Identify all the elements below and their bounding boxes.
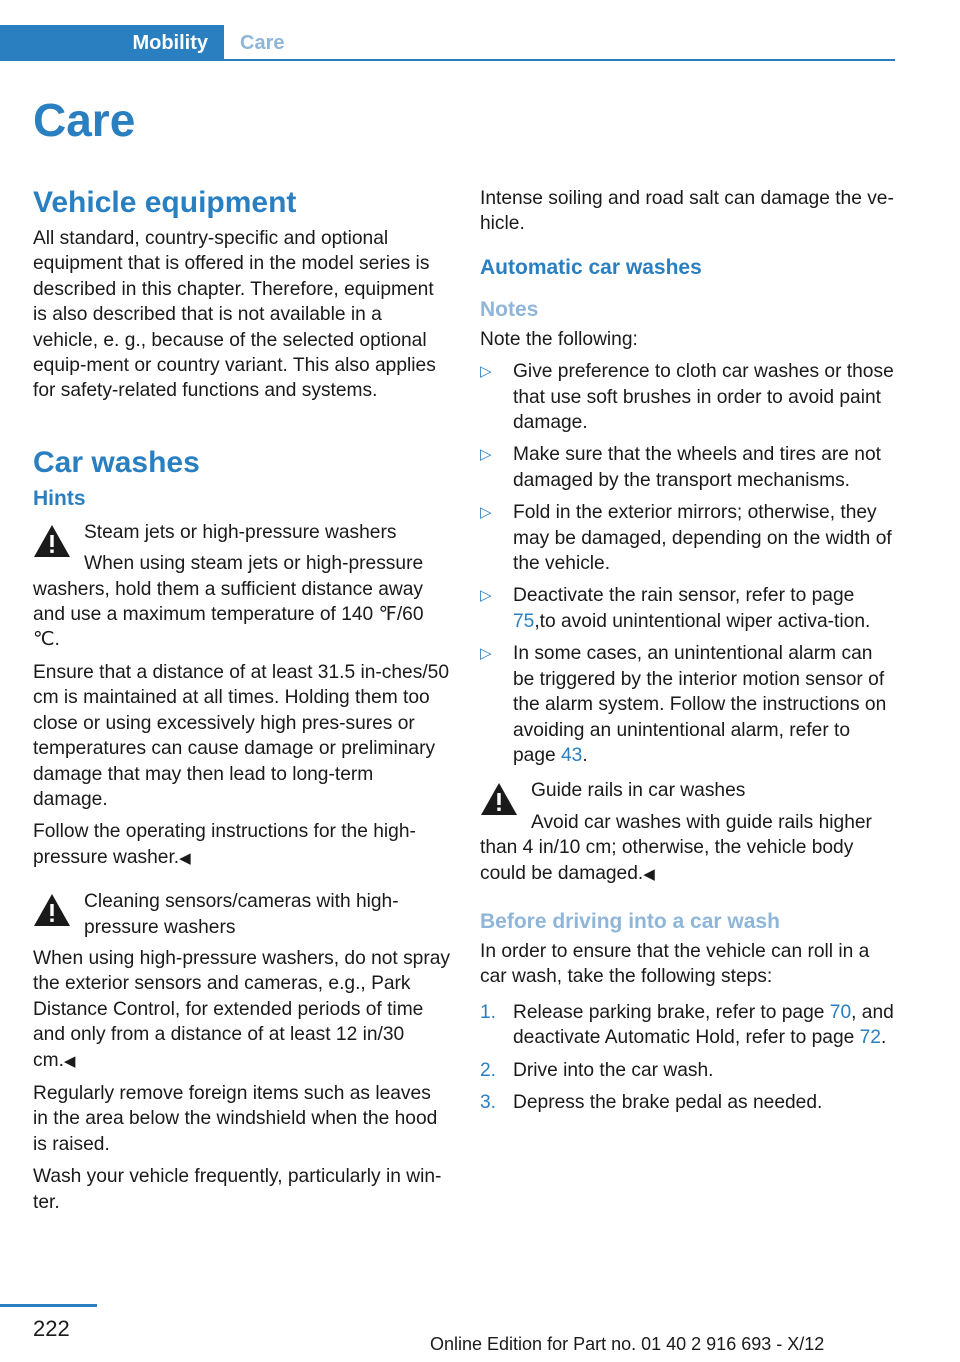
list-item-text: , and deactivate Automatic Hold, refer to page — [513, 1001, 894, 1049]
page-link-70[interactable]: 70 — [829, 1001, 852, 1023]
warning-body: When using high-pressure washers, do not spray the exterior sensors and cameras, e.g., Park Distance Control, for extended periods of time and only from a distance of at least 12 in/30 cm. — [33, 947, 451, 1071]
step-number: 3. — [480, 1091, 497, 1113]
notes-list — [480, 359, 897, 768]
hints-paragraph — [33, 819, 450, 871]
chapter-tab-bar — [0, 25, 895, 61]
warning-text — [33, 946, 450, 1074]
page-link-43[interactable]: 43 — [561, 744, 583, 766]
list-item-text: Give preference to cloth car washes or those that use soft brushes in order to avoid paint damage. — [513, 361, 894, 434]
list-item-text: Fold in the exterior mirrors; otherwise, they may be damaged, depending on the width of the vehicle. — [513, 502, 892, 575]
list-item — [480, 500, 897, 576]
warning-guide-rails — [480, 778, 897, 887]
list-item-text: . — [880, 1027, 887, 1049]
vehicle-equipment-text: All standard, country-specific and optional equipment that is offered in the model series is described in this chapter. Therefore, equipment is also described that is not available in a vehicle, e. g., because of the selected optional equip‐ment or country variant. This also applies for safety-related functions and systems. — [33, 228, 436, 402]
heading-before-driving: Before driving into a car wash — [480, 909, 780, 933]
intro-paragraph: Intense soiling and road salt can damage the ve‐hicle. — [480, 188, 894, 235]
header-rule — [0, 59, 895, 61]
end-mark: ◀ — [179, 849, 191, 867]
heading-hints: Hints — [33, 486, 86, 510]
heading-car-washes: Car washes — [33, 445, 200, 479]
heading-automatic-car-washes: Automatic car washes — [480, 255, 702, 279]
heading-notes: Notes — [480, 297, 539, 321]
warning-steam-jets — [33, 520, 450, 653]
list-item — [480, 641, 897, 768]
bullet-mark: ▷ — [480, 645, 492, 663]
list-item-text: Drive into the car wash. — [513, 1059, 714, 1081]
list-item-text: In some cases, an unintentional alarm can be triggered by the interior motion sensor of the alarm system. Follow the instructions on avoiding an unintentional alarm, refer to page — [513, 643, 887, 766]
warning-body: Avoid car washes with guide rails higher than 4 in/10 cm; otherwise, the vehicle body could be damaged. — [480, 811, 872, 884]
warning-text — [480, 810, 897, 887]
list-item-text: Release parking brake, refer to page — [513, 1001, 830, 1023]
list-item — [480, 442, 897, 493]
warning-title: Cleaning sensors/cameras with high-pressure washers — [84, 891, 399, 938]
list-item-text: . — [582, 744, 588, 766]
bullet-mark: ▷ — [480, 446, 492, 464]
page-link-72[interactable]: 72 — [859, 1027, 881, 1049]
warning-title: Guide rails in car washes — [531, 780, 746, 802]
warning-triangle-icon — [33, 524, 71, 558]
before-intro: In order to ensure that the vehicle can roll in a car wash, take the following steps: — [480, 940, 870, 988]
bullet-mark: ▷ — [480, 504, 492, 522]
step-number: 2. — [480, 1059, 497, 1081]
para-text: Follow the operating instructions for the high-pressure washer. — [33, 821, 416, 868]
hints-paragraph: Regularly remove foreign items such as leaves in the area below the windshield when the hood is raised. — [33, 1082, 438, 1155]
list-item — [480, 1058, 897, 1083]
left-column — [33, 186, 450, 1222]
page-title: Care — [33, 94, 136, 146]
bullet-mark: ▷ — [480, 363, 492, 381]
page-number: 222 — [33, 1316, 70, 1341]
step-number: 1. — [480, 1001, 497, 1023]
warning-title: Steam jets or high-pressure washers — [84, 521, 397, 543]
tab-care[interactable] — [240, 25, 284, 61]
edition-text: Online Edition for Part no. 01 40 2 916 693 - X/12 — [430, 1334, 825, 1354]
warning-triangle-icon — [480, 782, 518, 816]
footer-rule — [0, 1304, 97, 1307]
hints-paragraph: Ensure that a distance of at least 31.5 in‐ches/50 cm is maintained at all times. Holding them too close or using excessively high pres‐sures or temperatures can cause damage or preliminary damage that may then lead to long-term damage. — [33, 661, 449, 810]
tab-mobility-label: Mobility — [132, 31, 208, 54]
right-column — [480, 186, 897, 1122]
end-mark: ◀ — [643, 865, 655, 883]
steps-list — [480, 1000, 897, 1116]
tab-care-label: Care — [240, 31, 285, 54]
notes-intro: Note the following: — [480, 328, 638, 350]
page-link-75[interactable]: 75 — [513, 610, 535, 632]
list-item-text: ,to avoid unintentional wiper activa‐tion. — [534, 610, 871, 632]
hints-paragraph: Wash your vehicle frequently, particularly in win‐ter. — [33, 1166, 442, 1213]
heading-vehicle-equipment: Vehicle equipment — [33, 186, 297, 219]
bullet-mark: ▷ — [480, 587, 492, 605]
warning-text: When using steam jets or high-pressure washers, hold them a sufficient distance away and use a maximum temperature of 140 ℉/60 ℃. — [33, 553, 424, 651]
list-item — [480, 359, 897, 435]
end-mark: ◀ — [63, 1052, 76, 1070]
list-item — [480, 1000, 897, 1051]
list-item-text: Deactivate the rain sensor, refer to page — [513, 585, 855, 607]
list-item — [480, 583, 897, 634]
tab-mobility[interactable] — [0, 25, 224, 61]
warning-cleaning-sensors — [33, 889, 450, 1074]
list-item-text: Make sure that the wheels and tires are not damaged by the transport mechanisms. — [513, 444, 881, 491]
list-item-text: Depress the brake pedal as needed. — [513, 1091, 823, 1113]
list-item — [480, 1090, 897, 1115]
warning-triangle-icon — [33, 893, 71, 927]
